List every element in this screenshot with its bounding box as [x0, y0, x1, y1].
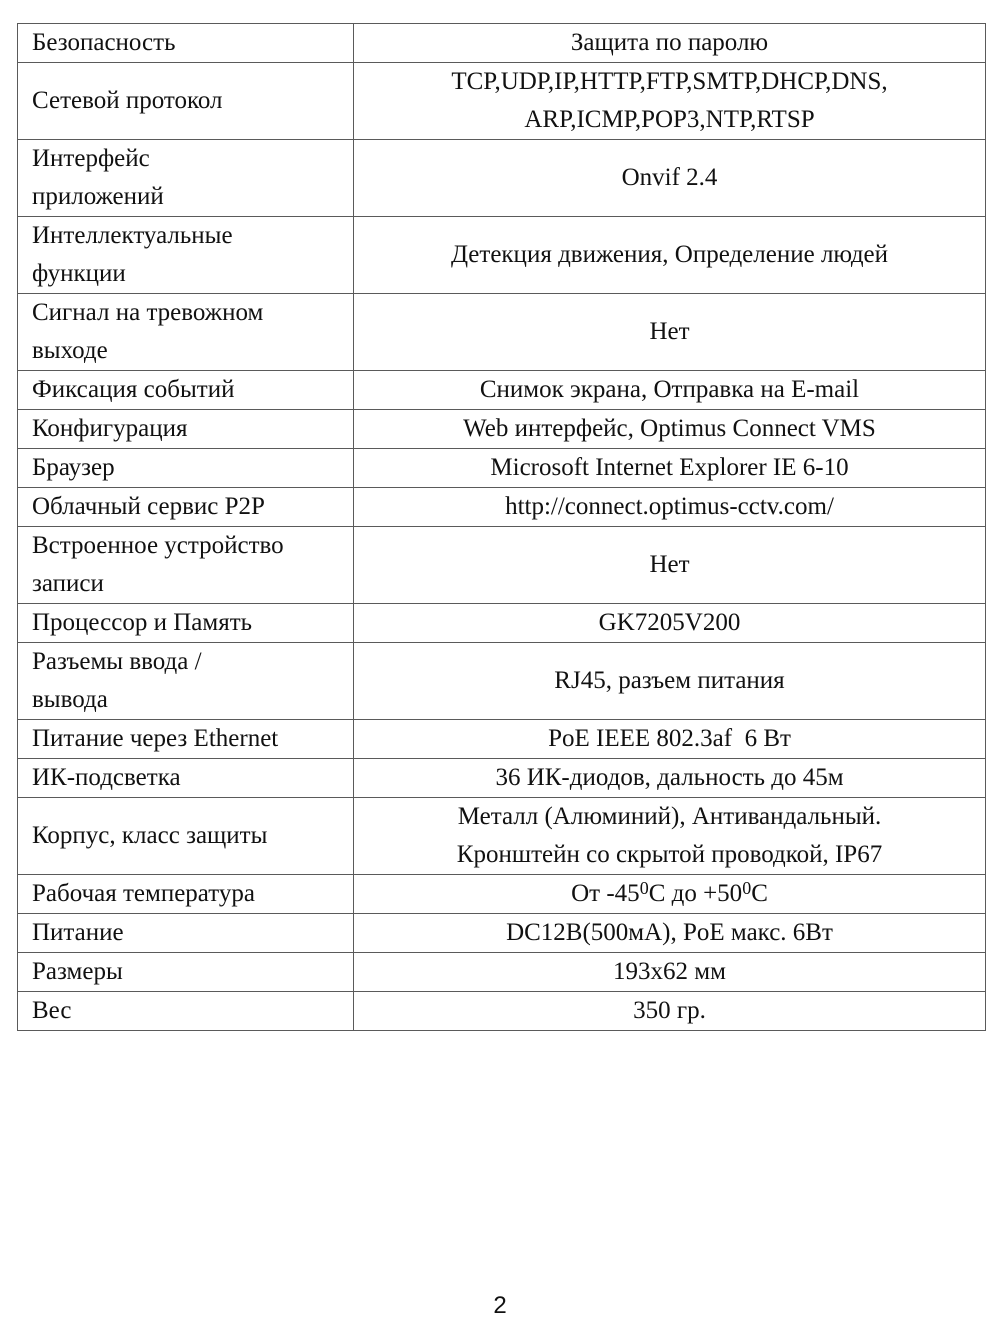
table-row [18, 24, 986, 63]
row-value: Детекция движения, Определение людей [354, 217, 986, 294]
row-value: PoE IEEE 802.3af 6 Вт [354, 720, 986, 759]
row-label [18, 140, 354, 217]
row-value: Onvif 2.4 [354, 140, 986, 217]
row-label: Безопасность [18, 24, 354, 63]
row-label [18, 217, 354, 294]
label-line: приложений [32, 183, 164, 210]
row-label: Рабочая температура [18, 875, 354, 914]
table-row [18, 449, 986, 488]
row-value: 193x62 мм [354, 953, 986, 992]
table-row [18, 488, 986, 527]
table-row [18, 140, 986, 217]
table-row [18, 63, 986, 140]
row-label: Размеры [18, 953, 354, 992]
row-value: Microsoft Internet Explorer IE 6-10 [354, 449, 986, 488]
page-number: 2 [493, 1292, 507, 1319]
label-line: функции [32, 260, 126, 287]
label-line: Интерфейс [32, 145, 150, 172]
row-value: Нет [354, 294, 986, 371]
value-line: Кронштейн со скрытой проводкой, IP67 [456, 841, 883, 868]
table-row [18, 527, 986, 604]
table-row [18, 294, 986, 371]
row-value [354, 875, 986, 914]
table-row [18, 914, 986, 953]
row-value: Нет [354, 527, 986, 604]
table-row [18, 720, 986, 759]
value-line: Металл (Алюминий), Антивандальный. [457, 803, 882, 830]
row-label: Корпус, класс защиты [18, 798, 354, 875]
row-label: Процессор и Память [18, 604, 354, 643]
table-row [18, 410, 986, 449]
row-value [354, 798, 986, 875]
temperature-prefix: От -45 [571, 880, 640, 907]
row-label [18, 643, 354, 720]
label-line: записи [32, 570, 104, 597]
label-line: Интеллектуальные [32, 222, 233, 249]
row-value: 36 ИК-диодов, дальность до 45м [354, 759, 986, 798]
degree-superscript: 0 [639, 878, 649, 898]
row-value: http://connect.optimus-cctv.com/ [354, 488, 986, 527]
table-row [18, 371, 986, 410]
table-row [18, 875, 986, 914]
label-line: Сигнал на тревожном [32, 299, 264, 326]
row-label: Питание [18, 914, 354, 953]
table-row [18, 604, 986, 643]
row-label: Сетевой протокол [18, 63, 354, 140]
row-value: 350 гр. [354, 992, 986, 1031]
row-value: RJ45, разъем питания [354, 643, 986, 720]
row-value [354, 63, 986, 140]
table-row [18, 759, 986, 798]
row-label: Питание через Ethernet [18, 720, 354, 759]
value-line: ARP,ICMP,POP3,NTP,RTSP [524, 106, 815, 133]
label-line: Разъемы ввода / [32, 648, 202, 675]
table-row [18, 643, 986, 720]
label-line: Встроенное устройство [32, 532, 284, 559]
row-value: Снимок экрана, Отправка на E-mail [354, 371, 986, 410]
row-label: Вес [18, 992, 354, 1031]
row-label: Браузер [18, 449, 354, 488]
row-label [18, 527, 354, 604]
row-value: Защита по паролю [354, 24, 986, 63]
value-line: TCP,UDP,IP,HTTP,FTP,SMTP,DHCP,DNS, [451, 68, 888, 95]
table-row [18, 953, 986, 992]
table-row [18, 798, 986, 875]
table-row [18, 217, 986, 294]
temperature-mid: C до +50 [648, 880, 743, 907]
label-line: вывода [32, 686, 108, 713]
row-value: GK7205V200 [354, 604, 986, 643]
degree-superscript: 0 [742, 878, 752, 898]
row-label: Облачный сервис P2P [18, 488, 354, 527]
row-label: ИК-подсветка [18, 759, 354, 798]
row-label [18, 294, 354, 371]
row-label: Конфигурация [18, 410, 354, 449]
specifications-table [17, 23, 986, 1031]
row-value: Web интерфейс, Optimus Connect VMS [354, 410, 986, 449]
table-row [18, 992, 986, 1031]
row-label: Фиксация событий [18, 371, 354, 410]
temperature-suffix: C [751, 880, 768, 907]
label-line: выходе [32, 337, 108, 364]
row-value: DC12В(500мА), PoE макс. 6Вт [354, 914, 986, 953]
